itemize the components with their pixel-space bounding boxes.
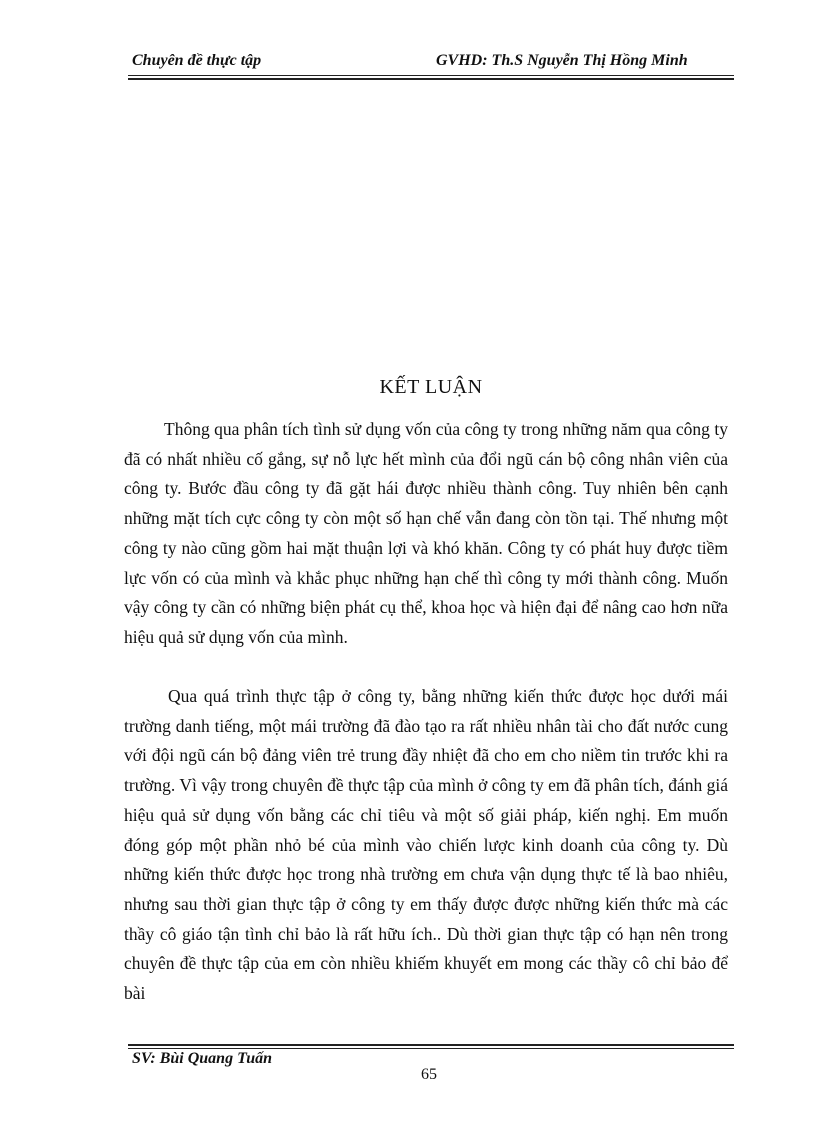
header-rule-thin xyxy=(128,75,734,76)
paragraph-2: Qua quá trình thực tập ở công ty, bằng những kiến thức được học dưới mái trường danh tiếng, một mái trường đã đào tạo ra rất nhiều nhân tài cho đất nước cung với đội ngũ cán bộ đảng viên trẻ trung đầy nhiệt đã cho em cho niềm tin trước khi ra trường. Vì vậy trong chuyên đề thực tập của mình ở công ty em đã phân tích, đánh giá hiệu quả sử dụng vốn bằng các chỉ tiêu và một số giải pháp, kiến nghị. Em muốn đóng góp một phần nhỏ bé của mình vào chiến lược kinh doanh của công ty. Dù những kiến thức được học trong nhà trường em chưa vận dụng thực tế là bao nhiêu, nhưng sau thời gian thực tập ở công ty em thấy được được những kiến thức mà các thầy cô giáo tận tình chỉ bảo là rất hữu ích.. Dù thời gian thực tập có hạn nên trong chuyên đề thực tập của em còn nhiều khiếm khuyết em mong các thầy cô chỉ bảo để bài xyxy=(124,686,728,1004)
header-course-title: Chuyên đề thực tập xyxy=(132,52,262,69)
section-title: KẾT LUẬN xyxy=(379,376,483,398)
footer-rule-thick xyxy=(128,1044,734,1046)
page-number: 65 xyxy=(421,1066,437,1083)
page-header xyxy=(128,48,734,76)
header-supervisor: GVHD: Th.S Nguyễn Thị Hồng Minh xyxy=(436,52,688,69)
header-rule-thick xyxy=(128,78,734,80)
paragraph-1: Thông qua phân tích tình sử dụng vốn của công ty trong những năm qua công ty đã có nhất nhiều cố gắng, sự nỗ lực hết mình của đổi ngũ cán bộ công nhân viên của công ty. Bước đầu công ty đã gặt hái được nhiều thành công. Tuy nhiên bên cạnh những mặt tích cực công ty còn một số hạn chế vẫn đang còn tồn tại. Thế nhưng một công ty nào cũng gồm hai mặt thuận lợi và khó khăn. Công ty có phát huy được tiềm lực vốn có của mình và khắc phục những hạn chế thì công ty mới thành công. Muốn vậy công ty cần có những biện phát cụ thể, khoa học và hiện đại để nâng cao hơn nữa hiệu quả sử dụng vốn của mình. xyxy=(124,419,728,647)
footer-rule-thin xyxy=(128,1048,734,1049)
footer-author: SV: Bùi Quang Tuấn xyxy=(132,1050,273,1067)
